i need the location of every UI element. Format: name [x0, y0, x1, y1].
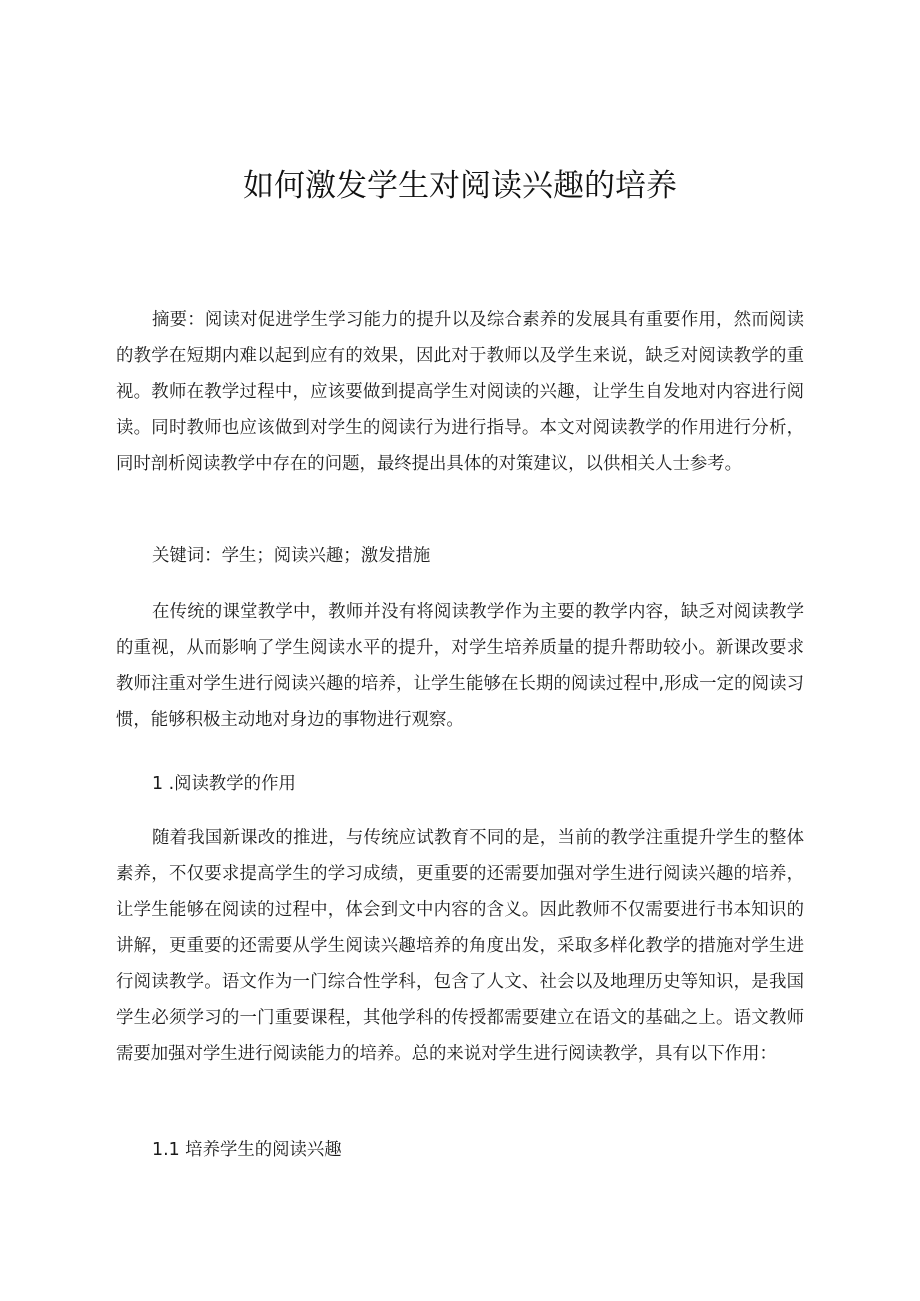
- keywords-line: 关键词：学生；阅读兴趣；激发措施: [152, 546, 431, 566]
- abstract-paragraph: 摘要：阅读对促进学生学习能力的提升以及综合素养的发展具有重要作用，然而阅读的教学在短期内难以起到应有的效果，因此对于教师以及学生来说，缺乏对阅读教学的重视。教师在教学过程中，应该要做到提高学生对阅读的兴趣，让学生自发地对内容进行阅读。同时教师也应该做到对学生的阅读行为进行指导。本文对阅读教学的作用进行分析，同时剖析阅读教学中存在的问题，最终提出具体的对策建议，以供相关人士参考。: [116, 310, 804, 474]
- intro-paragraph: 在传统的课堂教学中，教师并没有将阅读教学作为主要的教学内容，缺乏对阅读教学的重视，从而影响了学生阅读水平的提升，对学生培养质量的提升帮助较小。新课改要求教师注重对学生进行阅读兴趣的培养，让学生能够在长期的阅读过程中,形成一定的阅读习惯，能够积极主动地对身边的事物进行观察。: [116, 602, 804, 730]
- section-1-heading: 1 .阅读教学的作用: [152, 774, 296, 794]
- section-1-1-heading: 1.1 培养学生的阅读兴趣: [152, 1140, 342, 1160]
- section-1-body: 随着我国新课改的推进，与传统应试教育不同的是，当前的教学注重提升学生的整体素养，不仅要求提高学生的学习成绩，更重要的还需要加强对学生进行阅读兴趣的培养，让学生能够在阅读的过程中，体会到文中内容的含义。因此教师不仅需要进行书本知识的讲解，更重要的还需要从学生阅读兴趣培养的角度出发，采取多样化教学的措施对学生进行阅读教学。语文作为一门综合性学科，包含了人文、社会以及地理历史等知识，是我国学生必须学习的一门重要课程，其他学科的传授都需要建立在语文的基础之上。语文教师需要加强对学生进行阅读能力的培养。总的来说对学生进行阅读教学，具有以下作用：: [116, 828, 804, 1064]
- document-title: 如何激发学生对阅读兴趣的培养: [243, 168, 677, 204]
